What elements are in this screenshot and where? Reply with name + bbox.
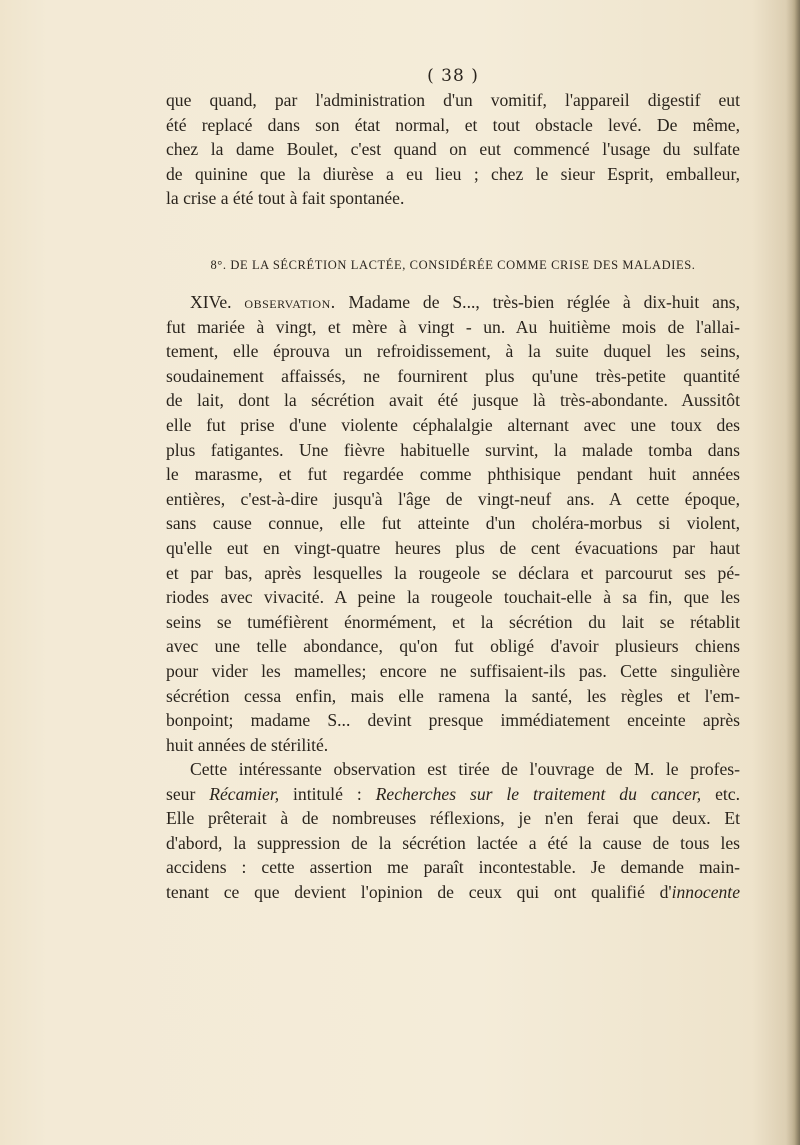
- text-line: bonpoint; madame S... devint presque immédiatement enceinte après: [166, 710, 740, 731]
- text-line: qu'elle eut en vingt-quatre heures plus de cent évacuations par haut: [166, 537, 740, 558]
- text-line: seins se tuméfièrent énormément, et la sécrétion du lait se rétablit: [166, 611, 740, 632]
- text-fragment: etc.: [701, 783, 740, 804]
- text-line: accidens : cette assertion me paraît incontestable. Je demande main-: [166, 857, 740, 878]
- text-fragment: intitulé :: [279, 783, 376, 804]
- paragraph-continuation: [166, 88, 740, 211]
- page-number: ( 38 ): [427, 66, 479, 86]
- text-line: et par bas, après lesquelles la rougeole se déclara et parcourut ses pé-: [166, 562, 740, 583]
- italic-word: innocente: [671, 881, 740, 902]
- observation-label: observation.: [244, 292, 336, 312]
- observation-number: XIVe.: [190, 292, 232, 312]
- text-line: sécrétion cessa enfin, mais elle ramena la santé, les règles et l'em-: [166, 685, 740, 706]
- text-line: [166, 880, 740, 905]
- text-line: [166, 290, 740, 315]
- text-line: avec une telle abondance, qu'on fut obligé d'avoir plusieurs chiens: [166, 636, 740, 657]
- text-line: que quand, par l'administration d'un vomitif, l'appareil digestif eut: [166, 90, 740, 110]
- text-line: sans cause connue, elle fut atteinte d'un choléra-morbus si violent,: [166, 513, 740, 534]
- text-fragment: Madame de S..., très-bien réglée à dix-huit ans,: [348, 292, 740, 312]
- text-line: de quinine que la diurèse a eu lieu ; chez le sieur Esprit, emballeur,: [166, 163, 740, 184]
- text-line: entières, c'est-à-dire jusqu'à l'âge de vingt-neuf ans. A cette époque,: [166, 488, 740, 509]
- text-line: soudainement affaissés, ne fournirent plus qu'une très-petite quantité: [166, 365, 740, 386]
- paragraph-commentary: [166, 757, 740, 905]
- text-line: huit années de stérilité.: [166, 734, 329, 755]
- text-line: la crise a été tout à fait spontanée.: [166, 188, 405, 209]
- text-line: Cette intéressante observation est tirée de l'ouvrage de M. le profes-: [190, 759, 740, 779]
- author-name: Récamier,: [209, 783, 280, 804]
- text-line: chez la dame Boulet, c'est quand on eut commencé l'usage du sulfate: [166, 139, 740, 160]
- text-line: [166, 782, 740, 807]
- text-line: été replacé dans son état normal, et tout obstacle levé. De même,: [166, 114, 740, 135]
- text-line: de lait, dont la sécrétion avait été jusque là très-abondante. Aussitôt: [166, 390, 740, 411]
- text-line: Elle prêterait à de nombreuses réflexions, je n'en ferai que deux. Et: [166, 808, 740, 829]
- text-line: le marasme, et fut regardée comme phthisique pendant huit années: [166, 464, 740, 485]
- text-line: plus fatigantes. Une fièvre habituelle survint, la malade tomba dans: [166, 439, 740, 460]
- section-heading: 8°. DE LA SÉCRÉTION LACTÉE, CONSIDÉRÉE COMME CRISE DES MALADIES.: [210, 258, 696, 272]
- text-line: elle fut prise d'une violente céphalalgie alternant avec une toux des: [166, 414, 740, 435]
- text-line: pour vider les mamelles; encore ne suffisaient-ils pas. Cette singulière: [166, 660, 740, 681]
- text-line: riodes avec vivacité. A peine la rougeole touchait-elle à sa fin, que les: [166, 587, 740, 608]
- text-fragment: seur: [166, 783, 210, 804]
- text-line: d'abord, la suppression de la sécrétion lactée a été la cause de tous les: [166, 832, 740, 853]
- text-line: tement, elle éprouva un refroidissement, à la suite duquel les seins,: [166, 341, 740, 362]
- text-line: fut mariée à vingt, et mère à vingt - un. Au huitième mois de l'allai-: [166, 316, 740, 337]
- text-fragment: tenant ce que devient l'opinion de ceux qui ont qualifié d': [166, 881, 672, 902]
- page-edge-shadow: [786, 0, 800, 1145]
- paragraph-observation: [166, 290, 740, 757]
- book-title: Recherches sur le traitement du cancer,: [375, 783, 702, 804]
